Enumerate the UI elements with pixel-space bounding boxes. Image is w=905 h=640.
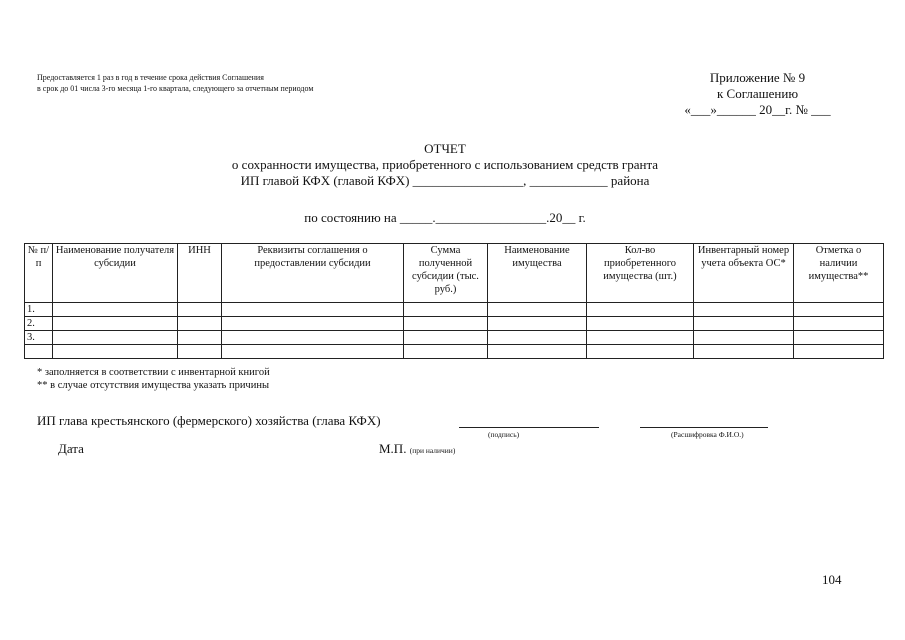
appendix-agreement: к Соглашению xyxy=(716,86,799,101)
col-header-agreement: Реквизиты соглашения о предоставлении субсидии xyxy=(222,244,404,303)
date-label: Дата xyxy=(58,441,84,456)
report-subject: о сохранности имущества, приобретенного с использованием средств гранта xyxy=(231,157,659,172)
footnotes xyxy=(37,366,270,392)
footnote-absence: ** в случае отсутствия имущества указать причины xyxy=(37,380,270,391)
row-number: 2. xyxy=(25,317,53,331)
appendix-number: Приложение № 9 xyxy=(709,70,806,85)
stamp-place xyxy=(379,441,455,457)
signature-line xyxy=(459,427,599,428)
page-number: 104 xyxy=(822,572,842,587)
row-number: 3. xyxy=(25,331,53,345)
table-row xyxy=(25,317,884,331)
col-header-amount: Сумма полученной субсидии (тыс. руб.) xyxy=(404,244,488,303)
table-row xyxy=(25,303,884,317)
row-number xyxy=(25,345,53,359)
table-row xyxy=(25,331,884,345)
report-as-of-date: по состоянию на _____._________________.20__ г. xyxy=(304,210,586,225)
submission-note-line2: в срок до 01 числа 3-го месяца 1-го квартала, следующего за отчетным периодом xyxy=(37,84,314,93)
col-header-availability: Отметка о наличии имущества** xyxy=(794,244,884,303)
signatory-label: ИП глава крестьянского (фермерского) хозяйства (глава КФХ) xyxy=(37,413,381,428)
property-report-table xyxy=(24,243,884,359)
col-header-number: № п/п xyxy=(25,244,53,303)
row-number: 1. xyxy=(25,303,53,317)
name-decode-caption: (Расшифровка Ф.И.О.) xyxy=(671,430,744,439)
col-header-inventory-number: Инвентарный номер учета объекта ОС* xyxy=(694,244,794,303)
col-header-property-name: Наименование имущества xyxy=(488,244,587,303)
submission-note xyxy=(37,72,313,94)
report-heading: ОТЧЕТ xyxy=(424,141,466,156)
report-title-block xyxy=(100,141,790,189)
appendix-block xyxy=(655,70,860,118)
signature-caption: (подпись) xyxy=(488,430,520,439)
col-header-recipient: Наименование получателя субсидии xyxy=(53,244,178,303)
table-row xyxy=(25,345,884,359)
name-decode-line xyxy=(640,427,768,428)
stamp-note: (при наличии) xyxy=(409,446,456,455)
stamp-label: М.П. xyxy=(379,441,407,456)
report-recipient: ИП главой КФХ (главой КФХ) _________________, ____________ района xyxy=(240,173,650,188)
col-header-inn: ИНН xyxy=(178,244,222,303)
footnote-inventory: * заполняется в соответствии с инвентарной книгой xyxy=(37,367,270,378)
submission-note-line1: Предоставляется 1 раз в год в течение срока действия Соглашения xyxy=(37,73,264,82)
table-header-row xyxy=(25,244,884,303)
col-header-quantity: Кол-во приобретенного имущества (шт.) xyxy=(587,244,694,303)
appendix-date-number: «___»______ 20__г. № ___ xyxy=(684,102,831,117)
